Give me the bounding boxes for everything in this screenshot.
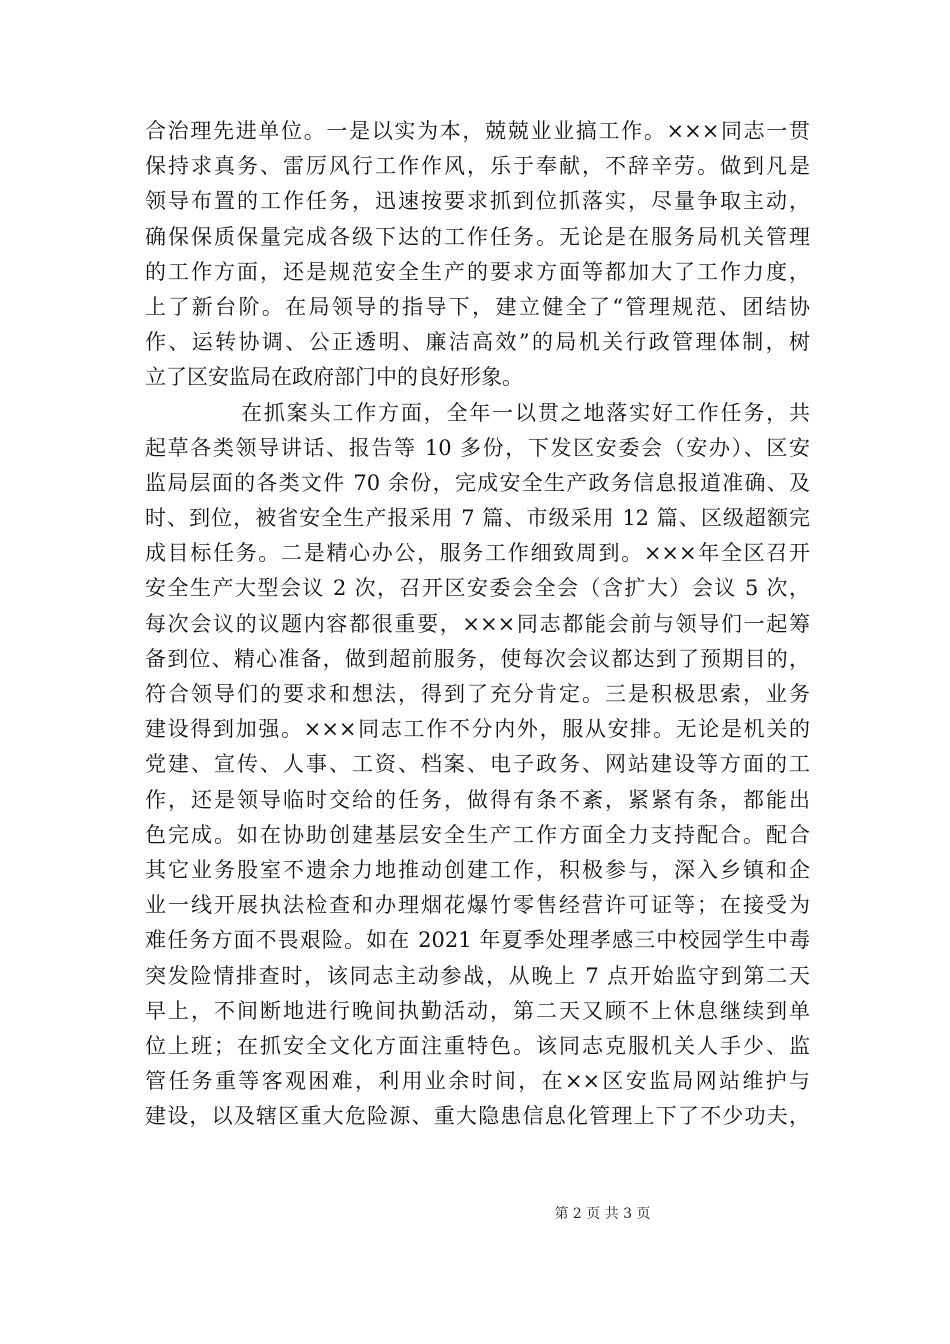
text-line: 的工作方面，还是规范安全生产的要求方面等都加大了工作力度， xyxy=(145,259,810,284)
text-line: 上了新台阶。在局领导的指导下，建立健全了“管理规范、团结协 xyxy=(145,294,810,319)
text-line: 合治理先进单位。一是以实为本，兢兢业业搞工作。×××同志一贯 xyxy=(145,119,810,143)
text-line: 保持求真务、雷厉风行工作作风，乐于奉献，不辞辛劳。做到凡是 xyxy=(145,154,810,179)
text-line: 符合领导们的要求和想法，得到了充分肯定。三是积极思索，业务 xyxy=(145,682,810,706)
text-line: 在抓案头工作方面，全年一以贯之地落实好工作任务，共 xyxy=(241,400,810,425)
text-line: 难任务方面不畏艰险。如在 2021 年夏季处理孝感三中校园学生中毒 xyxy=(145,928,810,953)
text-line: 党建、宣传、人事、工资、档案、电子政务、网站建设等方面的工 xyxy=(145,752,810,777)
text-line: 业一线开展执法检查和办理烟花爆竹零售经营许可证等；在接受为 xyxy=(145,893,810,918)
text-line: 确保保质保量完成各级下达的工作任务。无论是在服务局机关管理 xyxy=(145,224,810,249)
text-line: 成目标任务。二是精心办公，服务工作细致周到。×××年全区召开 xyxy=(145,541,810,566)
text-line: 时、到位，被省安全生产报采用 7 篇、市级采用 12 篇、区级超额完 xyxy=(145,506,810,531)
text-line: 建设，以及辖区重大危险源、重大隐患信息化管理上下了不少功夫， xyxy=(145,1104,810,1129)
paragraph-1 xyxy=(145,114,810,396)
text-line: 其它业务股室不遗余力地推动创建工作，积极参与，深入乡镇和企 xyxy=(145,857,810,882)
page-footer xyxy=(0,1203,950,1223)
text-line: 位上班；在抓安全文化方面注重特色。该同志克服机关人手少、监 xyxy=(145,1033,810,1058)
text-line: 作，还是领导临时交给的任务，做得有条不紊，紧紧有条，都能出 xyxy=(145,787,810,812)
text-line: 领导布置的工作任务，迅速按要求抓到位抓落实，尽量争取主动， xyxy=(145,189,810,214)
text-line: 每次会议的议题内容都很重要，×××同志都能会前与领导们一起筹 xyxy=(145,611,810,636)
text-line: 立了区安监局在政府部门中的良好形象。 xyxy=(145,365,523,390)
text-line: 监局层面的各类文件 70 余份，完成安全生产政务信息报道准确、及 xyxy=(145,470,810,495)
text-line: 起草各类领导讲话、报告等 10 多份，下发区安委会（安办）、区安 xyxy=(145,435,810,460)
text-line: 作、运转协调、公正透明、廉洁高效”的局机关行政管理体制，树 xyxy=(145,330,810,355)
text-line: 备到位、精心准备，做到超前服务，使每次会议都达到了预期目的， xyxy=(145,646,810,671)
text-line: 管任务重等客观困难，利用业余时间，在××区安监局网站维护与 xyxy=(145,1069,810,1094)
paragraph-2 xyxy=(145,396,810,1135)
text-line: 建设得到加强。×××同志工作不分内外，服从安排。无论是机关的 xyxy=(145,717,810,742)
text-line: 突发险情排查时，该同志主动参战，从晚上 7 点开始监守到第二天 xyxy=(145,963,810,988)
page-number: 第 2 页 共 3 页 xyxy=(554,1206,651,1222)
text-line: 色完成。如在协助创建基层安全生产工作方面全力支持配合。配合 xyxy=(145,822,810,847)
document-body xyxy=(145,114,810,1134)
text-line: 安全生产大型会议 2 次，召开区安委会全会（含扩大）会议 5 次， xyxy=(145,576,810,601)
text-line: 早上，不间断地进行晚间执勤活动，第二天又顾不上休息继续到单 xyxy=(145,998,810,1023)
